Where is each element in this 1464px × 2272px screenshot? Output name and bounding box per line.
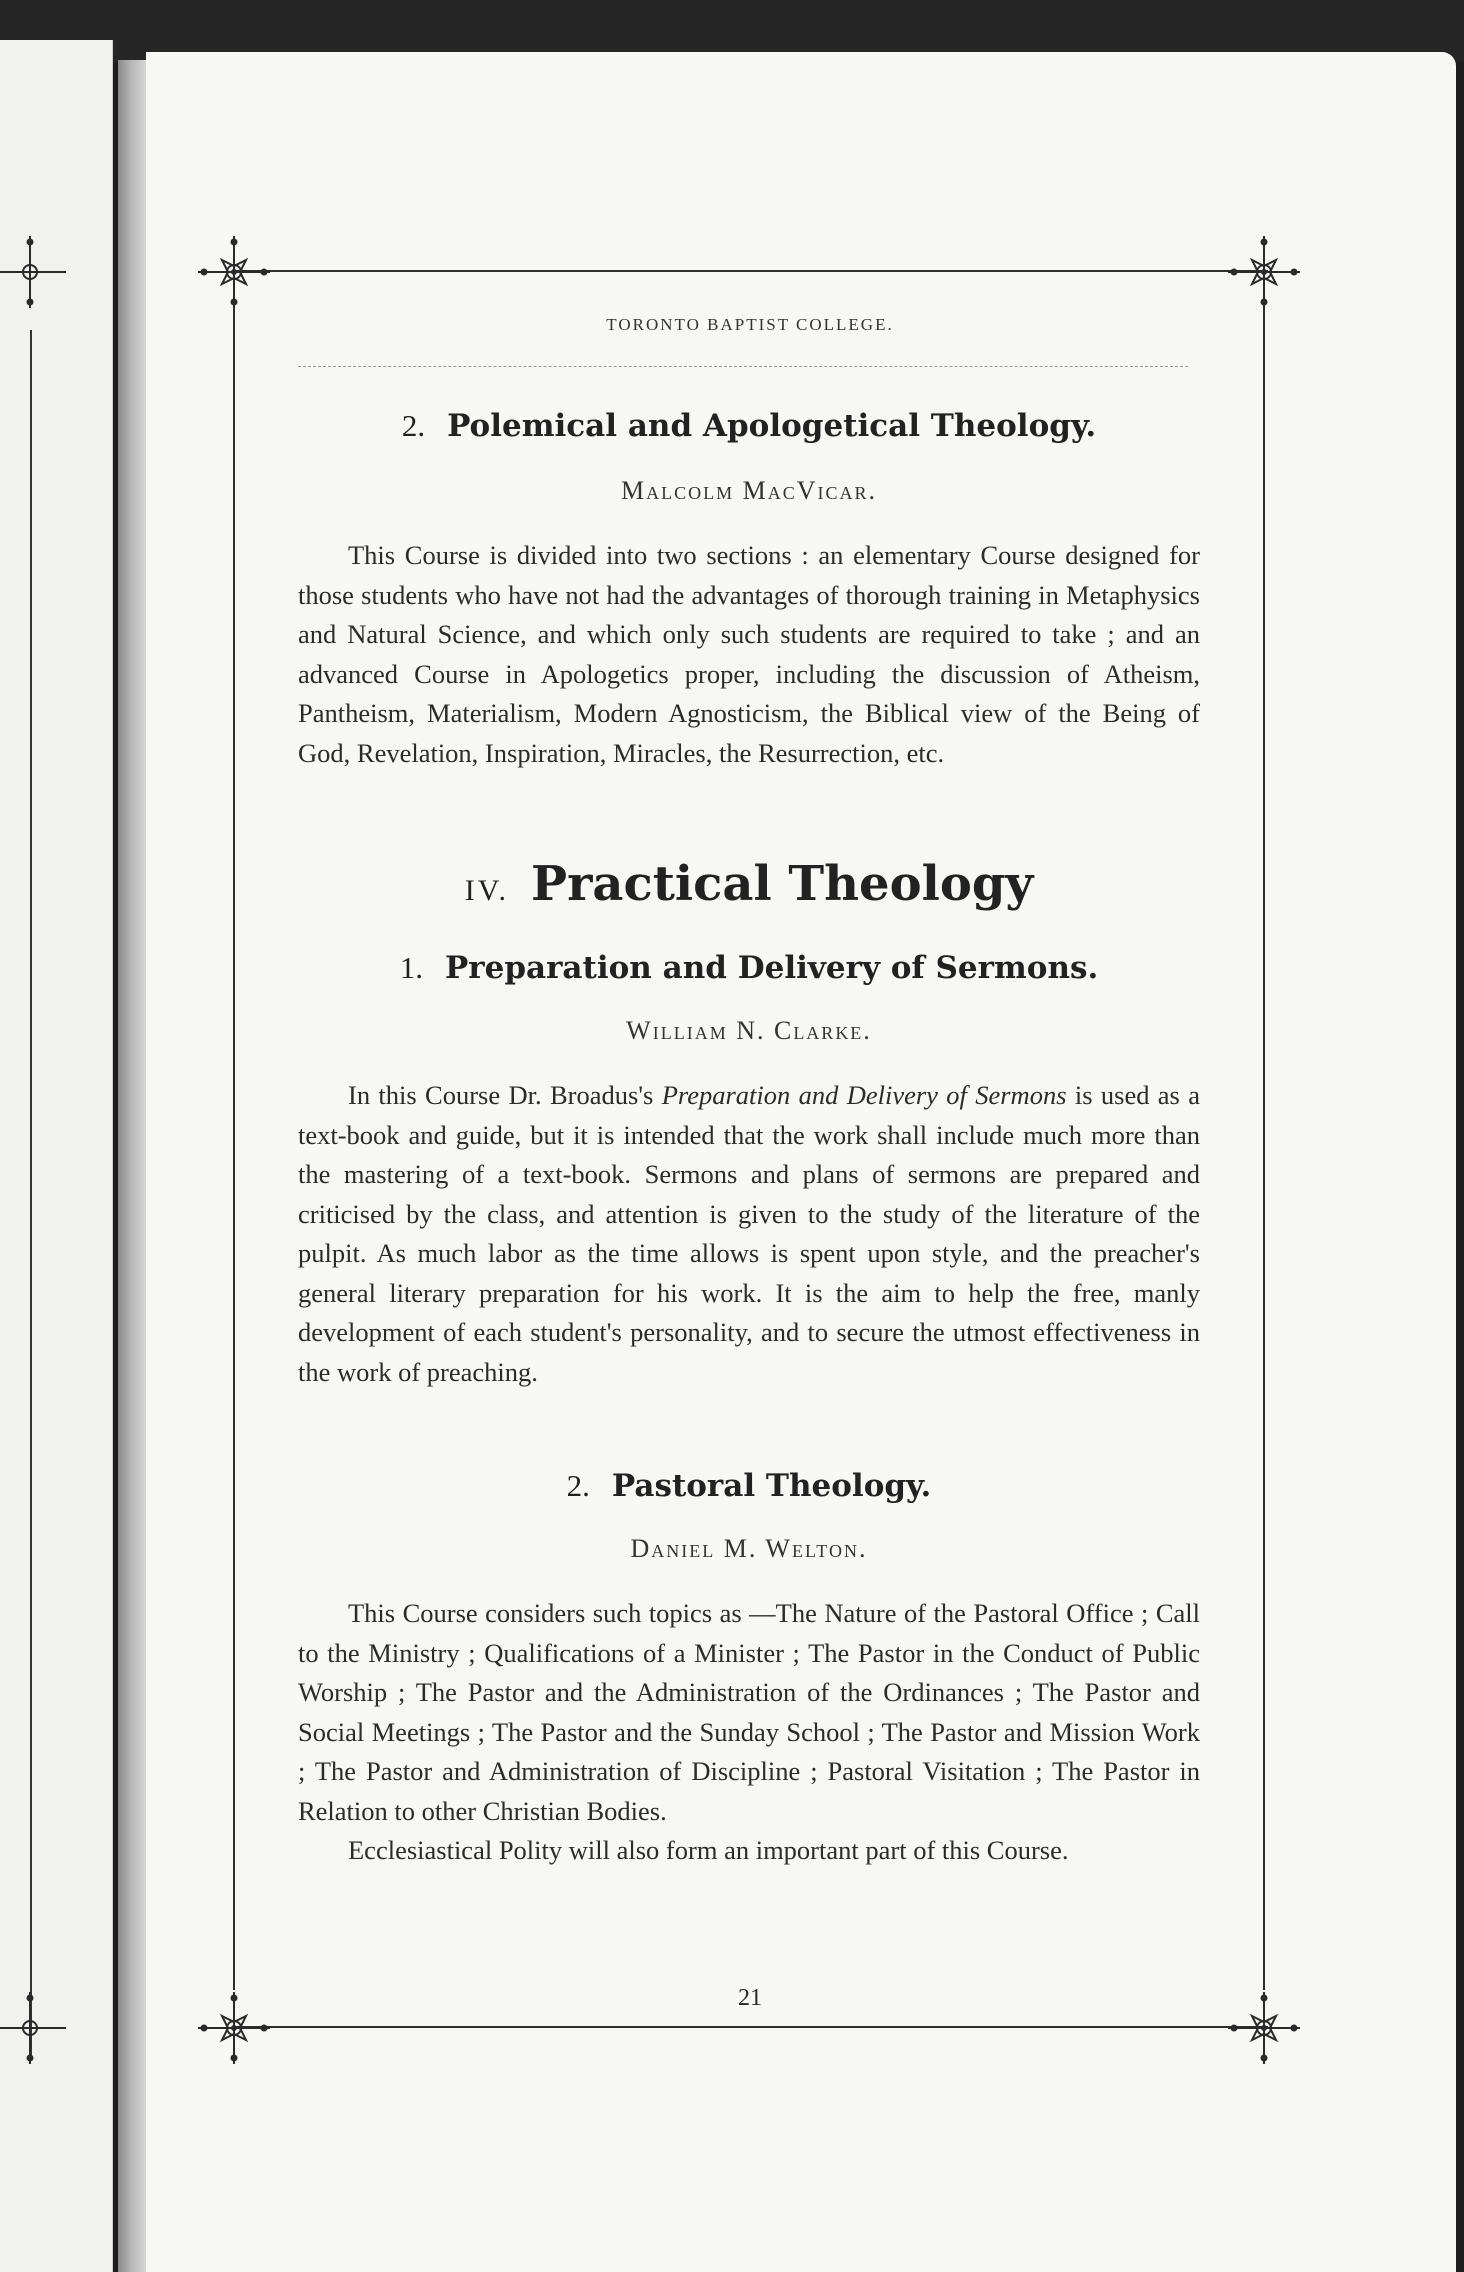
section-pastoral-author-wrap: [298, 1534, 1200, 1564]
cross-flourish-icon: [0, 1988, 70, 2068]
section-number: 1.: [399, 950, 423, 985]
section-pastoral-body: [298, 1594, 1200, 1871]
cross-flourish-icon: [1224, 232, 1304, 312]
paragraph: [298, 1076, 1200, 1392]
section-title: Pastoral Theology.: [611, 1468, 932, 1504]
facing-page-frame-rule: [30, 330, 32, 2055]
section-author: William N. Clarke.: [626, 1016, 872, 1045]
section-pastoral: [298, 1468, 1200, 1504]
page-number: 21: [738, 1985, 762, 2011]
section-number: 2.: [401, 408, 426, 443]
part-numeral: IV.: [464, 874, 510, 907]
cross-flourish-icon: [194, 232, 274, 312]
part-heading: [298, 856, 1200, 912]
section-title: Polemical and Apologetical Theology.: [447, 408, 1097, 444]
book-gutter: [118, 60, 146, 2272]
section-polemical-body: [298, 536, 1200, 773]
paragraph-lead: In this Course Dr. Broadus's: [348, 1080, 662, 1110]
paragraph: Ecclesiastical Polity will also form an important part of this Course.: [348, 1835, 1069, 1865]
section-title: Preparation and Delivery of Sermons.: [444, 950, 1099, 986]
part-title: Practical Theology: [531, 856, 1034, 912]
section-preparation: [298, 950, 1200, 986]
section-number: 2.: [566, 1468, 590, 1503]
cross-flourish-icon: [0, 232, 70, 312]
part-iv-heading-wrap: [298, 856, 1200, 912]
cross-flourish-icon: [1224, 1988, 1304, 2068]
paragraph: This Course considers such topics as —The Nature of the Pastoral Office ; Call to the Ministry ; Qualifications of a Minister ; The Pastor in the Conduct of Public Worship ; The Pastor and the Administration of the Ordinances ; The Pastor and Social Meetings ; The Pastor and the Sunday School ; The Pastor and Mission Work ; The Pastor and Administration of Discipline ; Pastoral Visitation ; The Pastor in Relation to other Christian Bodies.: [298, 1598, 1200, 1826]
running-head: TORONTO BAPTIST COLLEGE.: [606, 315, 894, 334]
facing-page-edge: [0, 40, 113, 2272]
section-polemical: [298, 408, 1200, 444]
frame-top-rule: [236, 270, 1268, 272]
section-polemical-author-wrap: [298, 476, 1200, 506]
frame-left-rule: [233, 306, 235, 1990]
section-heading: [298, 408, 1200, 444]
frame-right-rule: [1263, 306, 1265, 1990]
cross-flourish-icon: [194, 1988, 274, 2068]
paragraph: This Course is divided into two sections : an elementary Course designed for those students who have not had the advantages of thorough training in Metaphysics and Natural Science, and which only such students are required to take ; and an advanced Course in Apologetics proper, including the discussion of Atheism, Pantheism, Materialism, Modern Agnosticism, the Biblical view of the Being of God, Revelation, Inspiration, Miracles, the Resurrection, etc.: [298, 540, 1200, 768]
section-preparation-author-wrap: [298, 1016, 1200, 1046]
book-title: Preparation and Delivery of Sermons: [661, 1080, 1067, 1110]
section-preparation-body: [298, 1076, 1200, 1392]
frame-bottom-rule: [236, 2026, 1268, 2028]
section-author: Malcolm MacVicar.: [620, 476, 878, 505]
paragraph-rest: is used as a text-book and guide, but it is intended that the work shall include much more than the mastering of a text-book. Sermons and plans of sermons are prepared and criticised by the class, and attention is given to the study of the literature of the pulpit. As much labor as the time allows is spent upon style, and the preacher's general literary preparation for his work. It is the aim to help the free, manly development of each student's personality, and to secure the utmost effectiveness in the work of preaching.: [298, 1080, 1200, 1387]
section-heading: [298, 1468, 1200, 1504]
running-head-rule: [298, 366, 1188, 367]
section-author: Daniel M. Welton.: [630, 1534, 868, 1563]
section-heading: [298, 950, 1200, 986]
